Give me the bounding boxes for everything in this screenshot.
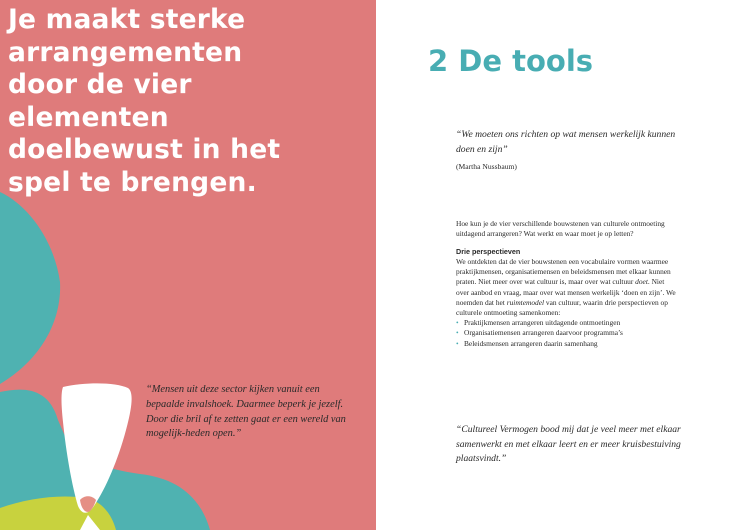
bullet-icon: •: [456, 328, 459, 338]
intro-paragraph: Hoe kun je de vier verschillende bouwstenen van culturele ontmoeting uitdagend arrangeren? Wat werkt en waar moet je op letten?: [456, 219, 665, 239]
paragraph-part-2: . Niet over aanbod en vraag, maar over wat mensen werkelijk ‘doen en zijn’. We noemden dat het: [456, 277, 676, 307]
chapter-title: 2 De tools: [428, 44, 594, 78]
bullet-icon: •: [456, 338, 459, 348]
right-page: [376, 0, 752, 530]
epigraph-text: “We moeten ons richten op wat mensen werkelijk kunnen doen en zijn”: [456, 129, 676, 155]
closing-quote: “Cultureel Vermogen bood mij dat je veel meer met elkaar samenwerkt en met elkaar leert en er meer kruisbestuiving plaatsvindt.”: [456, 424, 681, 465]
section-heading: Drie perspectieven: [456, 247, 521, 257]
paragraph-part-3: van cultuur, waarin drie perspectieven op culturele ontmoeting samenkomen:: [456, 297, 668, 317]
left-pull-quote: “Mensen uit deze sector kijken vanuit een bepaalde invalshoek. Daarmee beperk je jezelf. Door die bril af te zetten gaat er een wereld van mogelijk-heden open.”: [146, 384, 346, 440]
epigraph-author: (Martha Nussbaum): [456, 162, 517, 171]
perspectives-list: [456, 318, 676, 349]
paragraph-emphasis-doet: doet: [635, 277, 648, 287]
epigraph: [456, 128, 684, 171]
teal-blob-upper: [0, 192, 60, 384]
list-item: • Praktijkmensen arrangeren uitdagende ontmoetingen: [456, 318, 621, 328]
section-paragraph: [456, 257, 676, 318]
list-item: • Organisatiemensen arrangeren daarvoor programma’s: [456, 328, 623, 338]
paragraph-part-1: We ontdekten dat de vier bouwstenen een vocabulaire vormen waarmee praktijkmensen, organisatiemensen en beleidsmensen met elkaar kunnen praten. Niet meer over wat cultuur is, maar over wat cultuur: [456, 256, 671, 287]
paragraph-emphasis-ruimtemodel: ruimtemodel: [506, 297, 545, 307]
list-item: • Beleidsmensen arrangeren daarin samenhang: [456, 338, 598, 348]
bullet-icon: •: [456, 318, 459, 328]
body-text: [456, 219, 676, 349]
headline: Je maakt sterke arrangementen door de vier elementen doelbewust in het spel te brengen.: [8, 4, 281, 198]
